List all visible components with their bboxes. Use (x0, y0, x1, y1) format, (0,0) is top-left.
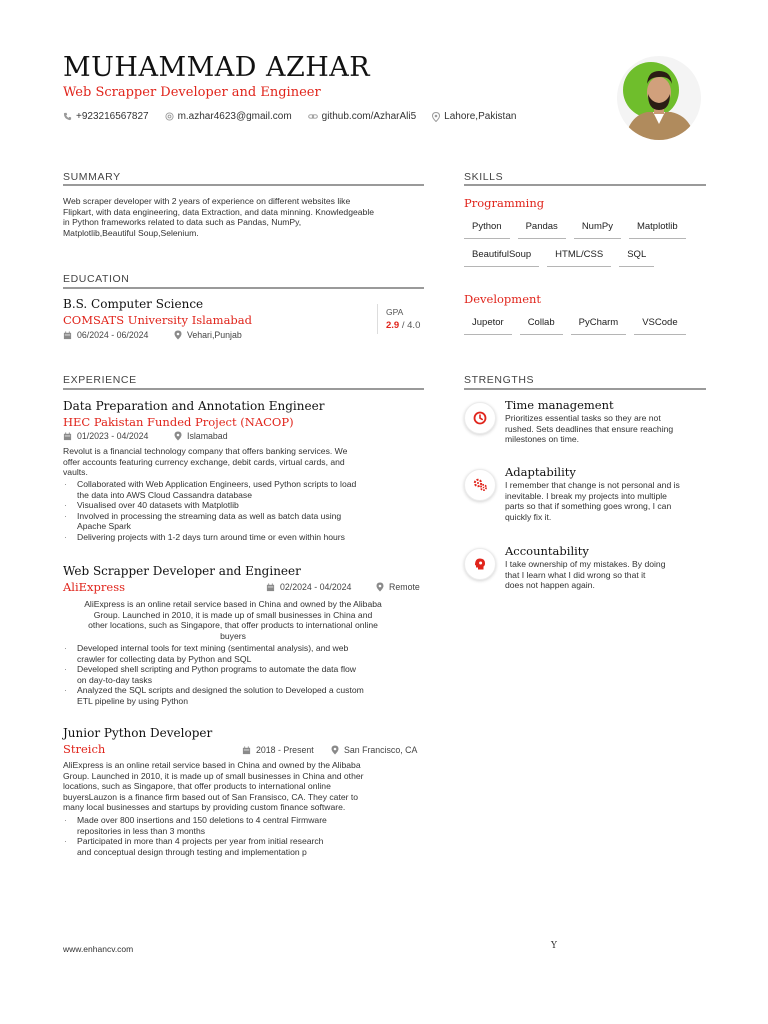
education-heading: EDUCATION (63, 273, 130, 285)
phone-text: +923216567827 (76, 111, 149, 122)
at-icon (165, 112, 174, 121)
profile-photo (617, 56, 701, 140)
job-bullets (63, 815, 408, 857)
link-icon (308, 112, 318, 121)
job-company: AliExpress (63, 580, 126, 594)
strength-desc: Prioritizes essential tasks so they are not rushed. Sets deadlines that ensure reaching milestones on time. (505, 413, 674, 444)
strength-desc: I take ownership of my mistakes. By doing that I learn what I did wrong so that it does not happen again. (505, 559, 666, 590)
strength-title: Adaptability (505, 465, 576, 479)
programming-heading: Programming (464, 196, 545, 210)
job-title: Data Preparation and Annotation Engineer (63, 399, 325, 413)
job-title: Junior Python Developer (63, 726, 213, 740)
list-item: · Collaborated with Web Application Engineers, used Python scripts to load the data into AWS Cloud Cassandra database (63, 479, 408, 500)
skill-tag: SQL (619, 249, 654, 267)
skill-tag: Jupetor (464, 317, 512, 335)
skill-tag: Pandas (518, 221, 566, 239)
list-item: · Delivering projects with 1-2 days turn around time or even within hours (63, 532, 408, 543)
skill-tag: PyCharm (571, 317, 627, 335)
contact-bar (63, 111, 532, 122)
gpa-value: 2.9 / 4.0 (386, 320, 421, 331)
education-dates: 06/2024 - 06/2024 (63, 330, 148, 340)
summary-divider (63, 184, 424, 186)
summary-heading: SUMMARY (63, 171, 121, 183)
calendar-icon (63, 432, 72, 441)
job-description: Revolut is a financial technology company that offers banking services. We offer accounts featuring currency exchange, debit cards, virtual cards, and vaults. (63, 446, 348, 478)
calendar-icon (266, 583, 275, 592)
skill-tag: VSCode (634, 317, 685, 335)
contact-github[interactable] (308, 111, 417, 122)
email-text: m.azhar4623@gmail.com (177, 111, 292, 122)
list-item: · Made over 800 insertions and 150 deletions to 4 central Firmware repositories in less than 3 months (63, 815, 408, 836)
github-text: github.com/AzharAli5 (321, 111, 417, 122)
development-heading: Development (464, 292, 542, 306)
skill-tag: BeautifulSoup (464, 249, 539, 267)
experience-heading: EXPERIENCE (63, 374, 137, 386)
job-company: HEC Pakistan Funded Project (NACOP) (63, 415, 294, 429)
education-divider (63, 287, 424, 289)
experience-divider (63, 388, 424, 390)
list-item: · Developed shell scripting and Python programs to automate the data flow on day-to-day tasks (63, 664, 408, 685)
job-dates: 01/2023 - 04/2024 (63, 431, 148, 441)
job-dates: 02/2024 - 04/2024 (266, 582, 351, 592)
job-location: Islamabad (174, 431, 228, 441)
gpa-label: GPA (386, 307, 404, 317)
gears-icon (464, 469, 496, 501)
list-item: · Participated in more than 4 projects per year from initial research and conceptual design through testing and implementation p (63, 836, 408, 857)
contact-location (432, 111, 516, 122)
skill-tag: NumPy (574, 221, 621, 239)
clock-icon (464, 402, 496, 434)
skill-tag: Collab (520, 317, 563, 335)
skill-tag: Python (464, 221, 510, 239)
list-item: · Involved in processing the streaming data as well as batch data using Apache Spark (63, 511, 408, 532)
job-bullets (63, 643, 408, 707)
list-item: · Analyzed the SQL scripts and designed the solution to Developed a custom ETL pipeline by using Python (63, 685, 408, 706)
job-bullets (63, 479, 408, 543)
calendar-icon (63, 331, 72, 340)
contact-phone[interactable] (63, 111, 149, 122)
candidate-role: Web Scrapper Developer and Engineer (63, 85, 321, 100)
summary-text: Web scraper developer with 2 years of experience on different websites like Flipkart, with data engineering, data Extraction, and data minning. Knowledgeable in Python frameworks related to data such as Pandas, NumPy, Matplotlib,Beautiful Soup,Selenium. (63, 196, 375, 238)
job-description: AliExpress is an online retail service based in China and owned by the Alibaba Group. Launched in 2010, it is made up of small businesses in China and other locations, such as Singapore, that offer products to international online buyers (84, 599, 382, 641)
footer-site-link[interactable]: www.enhancv.com (63, 944, 134, 954)
skill-tag: HTML/CSS (547, 249, 611, 267)
job-location: San Francisco, CA (331, 745, 417, 755)
location-pin-icon (432, 112, 440, 122)
job-description: AliExpress is an online retail service based in China and owned by the Alibaba Group. Launched in 2010, it is made up of small businesses in China and other locations, such as Singapore, that offer products to international online buyersLauzon is a finance firm based out of San Fransisco, CA. They cater to many local businesses and startups by providing custom finance software. (63, 760, 364, 813)
job-dates: 2018 - Present (242, 745, 314, 755)
education-location: Vehari,Punjab (174, 330, 242, 340)
strengths-heading: STRENGTHS (464, 374, 535, 386)
head-icon (464, 548, 496, 580)
strengths-divider (464, 388, 706, 390)
programming-tags (464, 221, 709, 277)
education-degree: B.S. Computer Science (63, 297, 204, 311)
skill-tag: Matplotlib (629, 221, 686, 239)
phone-icon (63, 112, 72, 121)
location-pin-icon (331, 745, 339, 755)
location-pin-icon (174, 330, 182, 340)
calendar-icon (242, 746, 251, 755)
candidate-name: MUHAMMAD AZHAR (63, 52, 371, 83)
development-tags (464, 317, 709, 345)
location-text: Lahore,Pakistan (444, 111, 517, 122)
skills-divider (464, 184, 706, 186)
list-item: · Visualised over 40 datasets with Matplotlib (63, 500, 408, 511)
strength-title: Accountability (505, 544, 589, 558)
location-pin-icon (376, 582, 384, 592)
gpa-divider (377, 304, 378, 334)
strength-title: Time management (505, 398, 614, 412)
job-company: Streich (63, 742, 106, 756)
footer-mark: Y (551, 941, 557, 951)
strength-desc: I remember that change is not personal and is inevitable. I break my projects into multiple parts so that if something goes wrong, I can quickly fix it. (505, 480, 680, 522)
location-pin-icon (174, 431, 182, 441)
education-school: COMSATS University Islamabad (63, 313, 253, 327)
job-location: Remote (376, 582, 420, 592)
job-title: Web Scrapper Developer and Engineer (63, 564, 301, 578)
contact-email[interactable] (165, 111, 292, 122)
skills-heading: SKILLS (464, 171, 504, 183)
list-item: · Developed internal tools for text mining (sentimental analysis), and web crawler for collecting data by Python and SQL (63, 643, 408, 664)
